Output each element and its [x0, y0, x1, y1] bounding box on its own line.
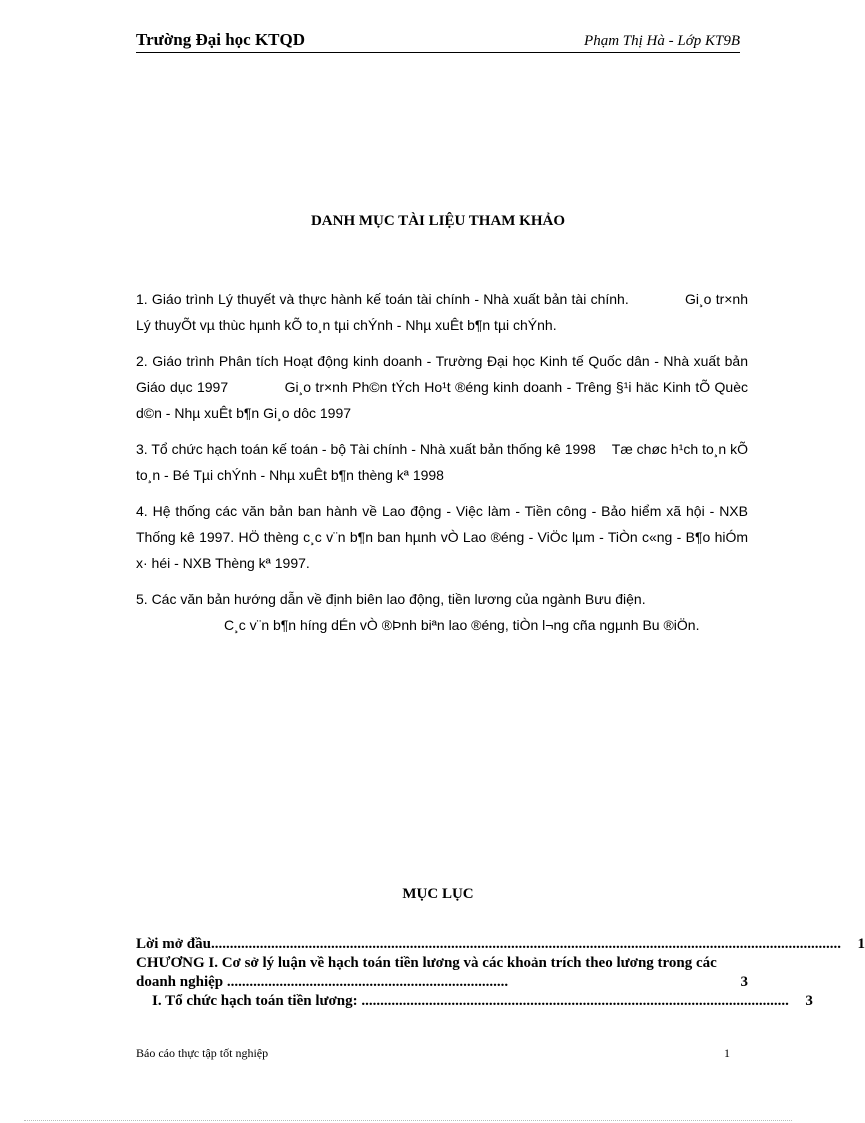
references-title: DANH MỤC TÀI LIỆU THAM KHẢO — [310, 213, 566, 229]
footer-page-number: 1 — [724, 1046, 730, 1060]
reference-text: 3. Tổ chức hạch toán kế toán - bộ Tài chính - Nhà xuất bản thống kê 1998 — [136, 441, 596, 457]
reference-garbled-text: Gi¸o tr×nh Lý thuyÕt vµ thùc hµnh kÕ to¸n tµi chÝnh - Nhµ xuÊt b¶n tµi chÝnh. — [136, 291, 749, 333]
page-header — [136, 30, 740, 53]
footer-label: Báo cáo thực tập tốt nghiệp — [136, 1046, 269, 1060]
header-author: Phạm Thị Hà - Lớp KT9B — [584, 33, 740, 49]
reference-item — [136, 348, 748, 426]
reference-text: 4. Hệ thống các văn bản ban hành về Lao động - Việc làm - Tiền công - Bảo hiểm xã hội - NXB Thống kê 1997. — [136, 503, 748, 545]
toc-entry[interactable]: CHƯƠNG I. Cơ sở lý luận về hạch toán tiền lương và các khoản trích theo lương trong các doanh nghiệp ........................................................................... 3 — [136, 955, 748, 990]
page-break-divider — [24, 1120, 792, 1121]
table-of-contents — [136, 935, 865, 1011]
reference-garbled-text: C¸c v¨n b¶n híng dÉn vÒ ®Þnh biªn lao ®éng, tiÒn l¬ng cña ngµnh Bu ®iÖn. — [224, 617, 700, 633]
reference-item — [136, 286, 748, 338]
toc-entry[interactable]: Lời mở đầu........................................................................................................................................................................ 1 — [136, 936, 865, 952]
toc-entry-text: I. Tổ chức hạch toán tiền lương: — [152, 993, 358, 1009]
reference-item — [136, 436, 748, 488]
reference-garbled-text: Tæ chøc h¹ch to¸n kÕ to¸n - Bé Tµi chÝnh - Nhµ xuÊt b¶n thèng kª 1998 — [136, 441, 748, 483]
header-school: Trường Đại học KTQD — [136, 30, 306, 49]
toc-entry-page: 1 — [857, 936, 865, 952]
toc-title: MỤC LỤC — [402, 886, 474, 902]
toc-entry-text: CHƯƠNG I. Cơ sở lý luận về hạch toán tiền lương và các khoản trích theo lương trong các doanh nghiệp — [136, 955, 717, 990]
toc-entry-text: Lời mở đầu — [136, 936, 211, 952]
toc-entry[interactable]: I. Tổ chức hạch toán tiền lương: .................................................................................................................. 3 — [152, 993, 813, 1009]
toc-entry-page: 3 — [805, 993, 813, 1009]
reference-text: 5. Các văn bản hướng dẫn về định biên lao động, tiền lương của ngành Bưu điện. — [136, 591, 646, 607]
reference-text: 1. Giáo trình Lý thuyết và thực hành kế toán tài chính - Nhà xuất bản tài chính. — [136, 291, 629, 307]
reference-text: 2. Giáo trình Phân tích Hoạt động kinh doanh - Trường Đại học Kinh tế Quốc dân - Nhà xuất bản Giáo dục 1997 — [136, 353, 748, 395]
reference-garbled-text: HÖ thèng c¸c v¨n b¶n ban hµnh vÒ Lao ®éng - ViÖc lµm - TiÒn c«ng - B¶o hiÓm x· héi - NXB Thèng kª 1997. — [136, 529, 749, 571]
reference-garbled-text: Gi¸o tr×nh Ph©n tÝch Ho¹t ®éng kinh doanh - Trêng §¹i häc Kinh tÕ Quèc d©n - Nhµ xuÊt b¶n Gi¸o dôc 1997 — [136, 379, 748, 421]
references-list — [136, 286, 748, 648]
reference-item — [136, 586, 748, 638]
toc-entry-page: 3 — [740, 974, 748, 990]
reference-item — [136, 498, 748, 576]
